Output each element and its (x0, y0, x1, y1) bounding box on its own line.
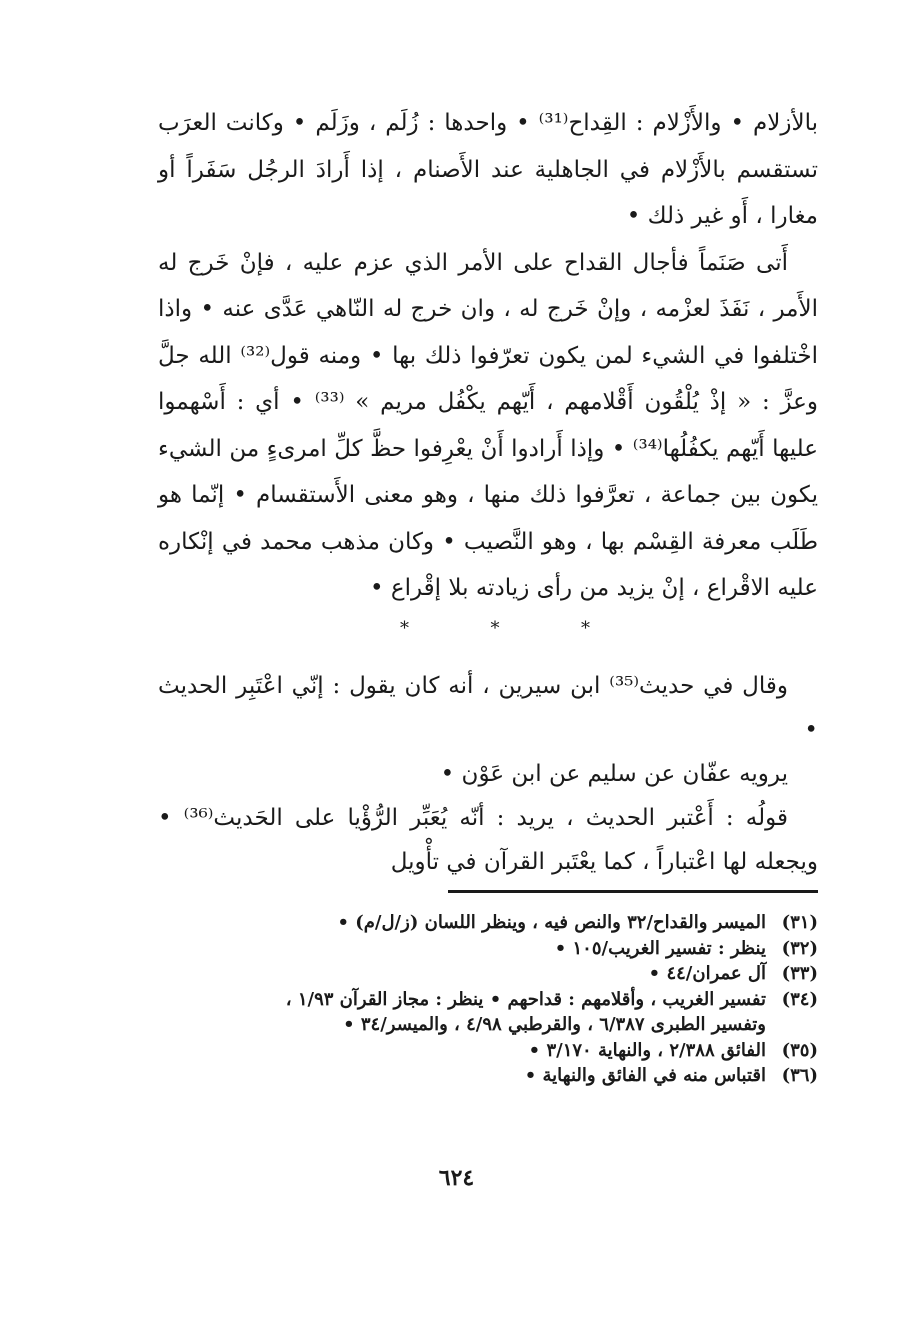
paragraph-3: وقال في حديث⁽³⁵⁾ ابن سيرين ، أنه كان يقول : إنّي اعْتَبِر الحديث • (158, 673, 818, 743)
footnote-text: الميسر والقداح/٣٢ والنص فيه ، وينظر اللسان (ز/ل/م) • (337, 912, 766, 933)
separator-star: * (490, 618, 500, 639)
footnote-item (153, 936, 818, 962)
footnote-number: (٣٥) (781, 1039, 818, 1061)
footnote-number: (٣٤) (781, 988, 818, 1010)
section-separator (400, 618, 590, 639)
paragraph-2: أَتى صَنَماً فأجال القداح على الأمر الذي عزم عليه ، فإنْ خَرج له الأَمر ، نَفَذَ لعزْمه ، وإنْ خَرج له ، وان خرج له النّاهي عَدَّى عنه • واذا اخْتلفوا في الشيء لمن يكون تعرّفوا ذلك بها • ومنه قول⁽³²⁾ الله جلَّ وعزَّ : « إذْ يُلْقُون أَقْلامهم ، أَيّهم يكْفُل مريم » ⁽³³⁾ • أي : أَسْهموا عليها أَيّهم يكفُلُها⁽³⁴⁾ • وإذا أَرادوا أَنْ يعْرِفوا حظَّ كلِّ امرىءٍ من الشيء يكون بين جماعة ، تعرَّفوا ذلك منها ، وهو معنى الأَستقسام • إنّما هو طَلَب معرفة القِسْم بها ، وهو النَّصيب • وكان مذهب محمد في إنْكاره عليه الاقْراع ، إنْ يزيد من رأى زيادته بلا إقْراع • (158, 249, 819, 601)
main-text-block-2 (158, 664, 818, 884)
main-text-block (158, 100, 818, 612)
footnote-item (153, 961, 818, 987)
footnote-item (153, 1063, 818, 1089)
footnote-item (153, 910, 818, 936)
footnote-number: (٣٣) (781, 963, 818, 984)
footnote-number: (٣٢) (781, 937, 818, 959)
footnote-text: الفائق ٢/٣٨٨ ، والنهاية ٣/١٧٠ • (528, 1039, 766, 1061)
page-number: ٦٢٤ (438, 1165, 475, 1191)
footnote-item (153, 987, 818, 1013)
footnote-text: تفسير الغريب ، وأقلامهم : قداحهم • ينظر : مجاز القرآن ١/٩٣ ، (285, 988, 766, 1010)
footnote-text: ينظر : تفسير الغريب/١٠٥ • (554, 937, 766, 959)
separator-star: * (400, 618, 409, 639)
footnote-text: اقتباس منه في الفائق والنهاية • (524, 1065, 766, 1086)
footnote-number: (٣١) (781, 912, 818, 933)
footnote-number: (٣٦) (781, 1065, 818, 1086)
separator-star: * (581, 618, 590, 639)
footnote-item (153, 1038, 818, 1064)
paragraph-4: يرويه عفّان عن سليم عن ابن عَوْن • (440, 761, 788, 787)
paragraph-1: بالأزلام • والأَزْلام : القِداح⁽³¹⁾ • واحدها : زُلَم ، وزَلَم • وكانت العرَب تستقسم بالأَزْلام في الجاهلية عند الأَصنام ، إذا أَرادَ الرجُل سَفَراً أو مغارا ، أَو غير ذلك • (158, 110, 819, 229)
paragraph-5: قولُه : أَعْتبر الحديث ، يريد : أنّه يُعَبِّر الرُّؤْيا على الحَديث⁽³⁶⁾ • ويجعله لها اعْتباراً ، كما يعْتَبر القرآن في تأْويل (158, 805, 818, 875)
footnote-text: آل عمران/٤٤ • (648, 963, 766, 984)
footnotes (153, 910, 818, 1089)
footnote-continuation: وتفسير الطبرى ٦/٣٨٧ ، والقرطبي ٤/٩٨ ، والميسر/٣٤ • (343, 1014, 766, 1035)
footnote-divider (448, 890, 818, 893)
